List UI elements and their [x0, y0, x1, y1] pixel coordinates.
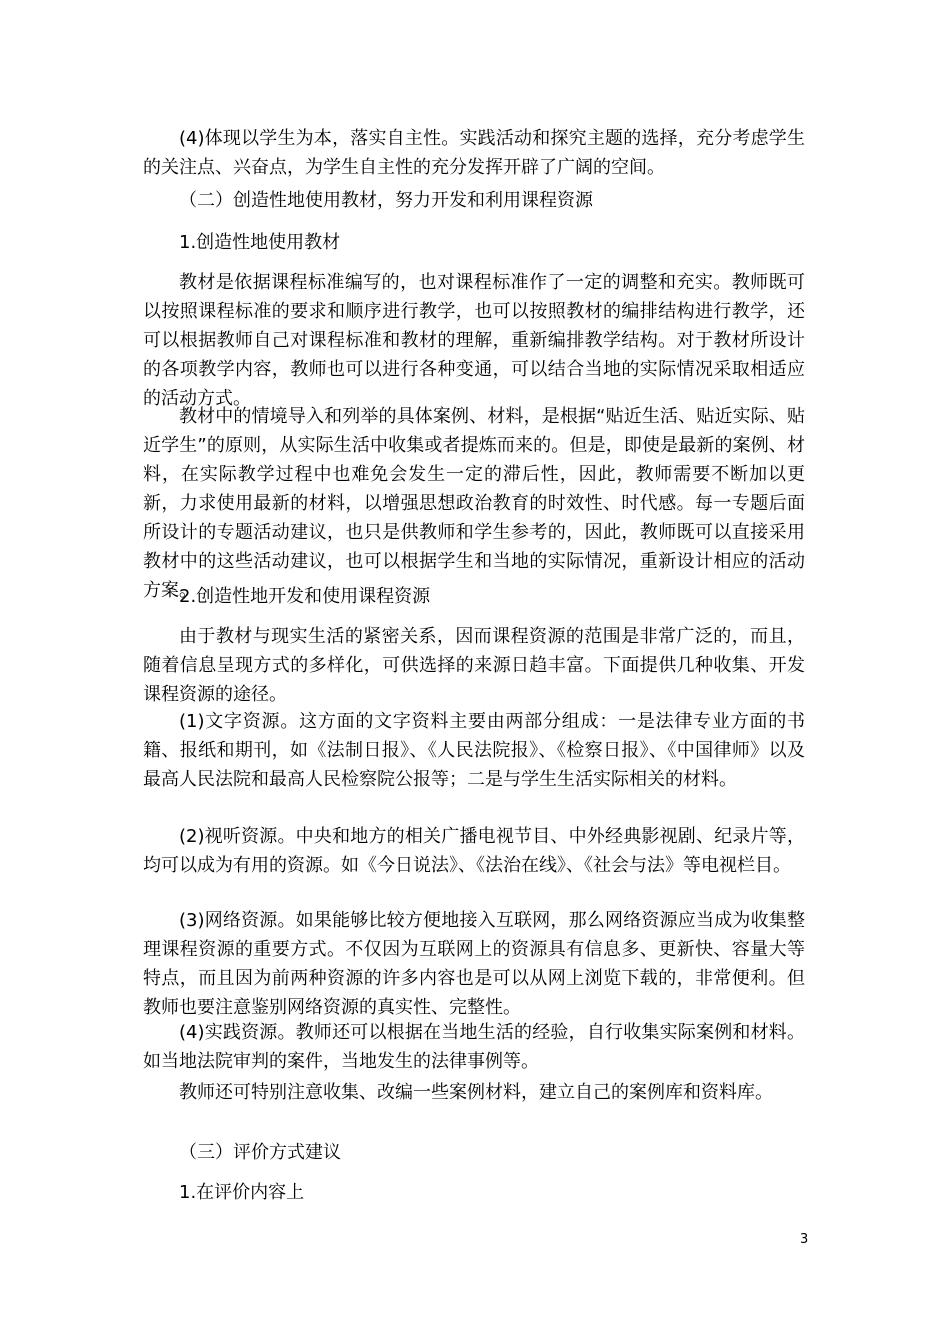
paragraph-case-library: 教师还可特别注意收集、改编一些案例材料，建立自己的案例库和资料库。: [179, 1082, 773, 1103]
subheading-develop-resources: 2.创造性地开发和使用课程资源: [179, 586, 431, 607]
paragraph-av-resources: (2)视听资源。中央和地方的相关广播电视节目、中外经典影视剧、纪录片等，均可以成为有用的资源。如《今日说法》、《法治在线》、《社会与法》等电视栏目。: [143, 826, 805, 876]
page-number: 3: [800, 1232, 809, 1247]
paragraph-text-resources: (1)文字资源。这方面的文字资料主要由两部分组成：一是法律专业方面的书籍、报纸和期刊，如《法制日报》、《人民法院报》、《检察日报》、《中国律师》以及最高人民法院和最高人民检察院公报等；二是与学生生活实际相关的材料。: [143, 711, 805, 790]
subheading-evaluation-content: 1.在评价内容上: [179, 1182, 305, 1203]
paragraph-network-resources: (3)网络资源。如果能够比较方便地接入互联网，那么网络资源应当成为收集整理课程资源的重要方式。不仅因为互联网上的资源具有信息多、更新快、容量大等特点，而且因为前两种资源的许多内容也是可以从网上浏览下载的，非常便利。但教师也要注意鉴别网络资源的真实性、完整性。: [143, 910, 805, 1018]
section-heading-textbook-resources: （二）创造性地使用教材，努力开发和利用课程资源: [179, 190, 593, 211]
paragraph-student-centered: (4)体现以学生为本，落实自主性。实践活动和探究主题的选择，充分考虑学生的关注点、兴奋点，为学生自主性的充分发挥开辟了广阔的空间。: [143, 128, 805, 178]
paragraph-resource-scope: 由于教材与现实生活的紧密关系，因而课程资源的范围是非常广泛的，而且，随着信息呈现方式的多样化，可供选择的来源日趋丰富。下面提供几种收集、开发课程资源的途径。: [143, 626, 805, 705]
paragraph-textbook-cases: 教材中的情境导入和列举的具体案例、材料，是根据“贴近生活、贴近实际、贴近学生”的原则，从实际生活中收集或者提炼而来的。但是，即使是最新的案例、材料，在实际教学过程中也难免会发生一定的滞后性，因此，教师需要不断加以更新，力求使用最新的材料，以增强思想政治教育的时效性、时代感。每一专题后面所设计的专题活动建议，也只是供教师和学生参考的，因此，教师既可以直接采用教材中的这些活动建议，也可以根据学生和当地的实际情况，重新设计相应的活动方案。: [143, 406, 805, 601]
paragraph-practice-resources: (4)实践资源。教师还可以根据在当地生活的经验，自行收集实际案例和材料。如当地法院审判的案件，当地发生的法律事例等。: [143, 1022, 805, 1072]
subheading-use-textbook: 1.创造性地使用教材: [179, 232, 341, 253]
paragraph-textbook-flexibility: 教材是依据课程标准编写的，也对课程标准作了一定的调整和充实。教师既可以按照课程标准的要求和顺序进行教学，也可以按照教材的编排结构进行教学，还可以根据教师自己对课程标准和教材的理解，重新编排教学结构。对于教材所设计的各项教学内容，教师也可以进行各种变通，可以结合当地的实际情况采取相适应的活动方式。: [143, 272, 805, 409]
section-heading-evaluation: （三）评价方式建议: [179, 1142, 341, 1163]
